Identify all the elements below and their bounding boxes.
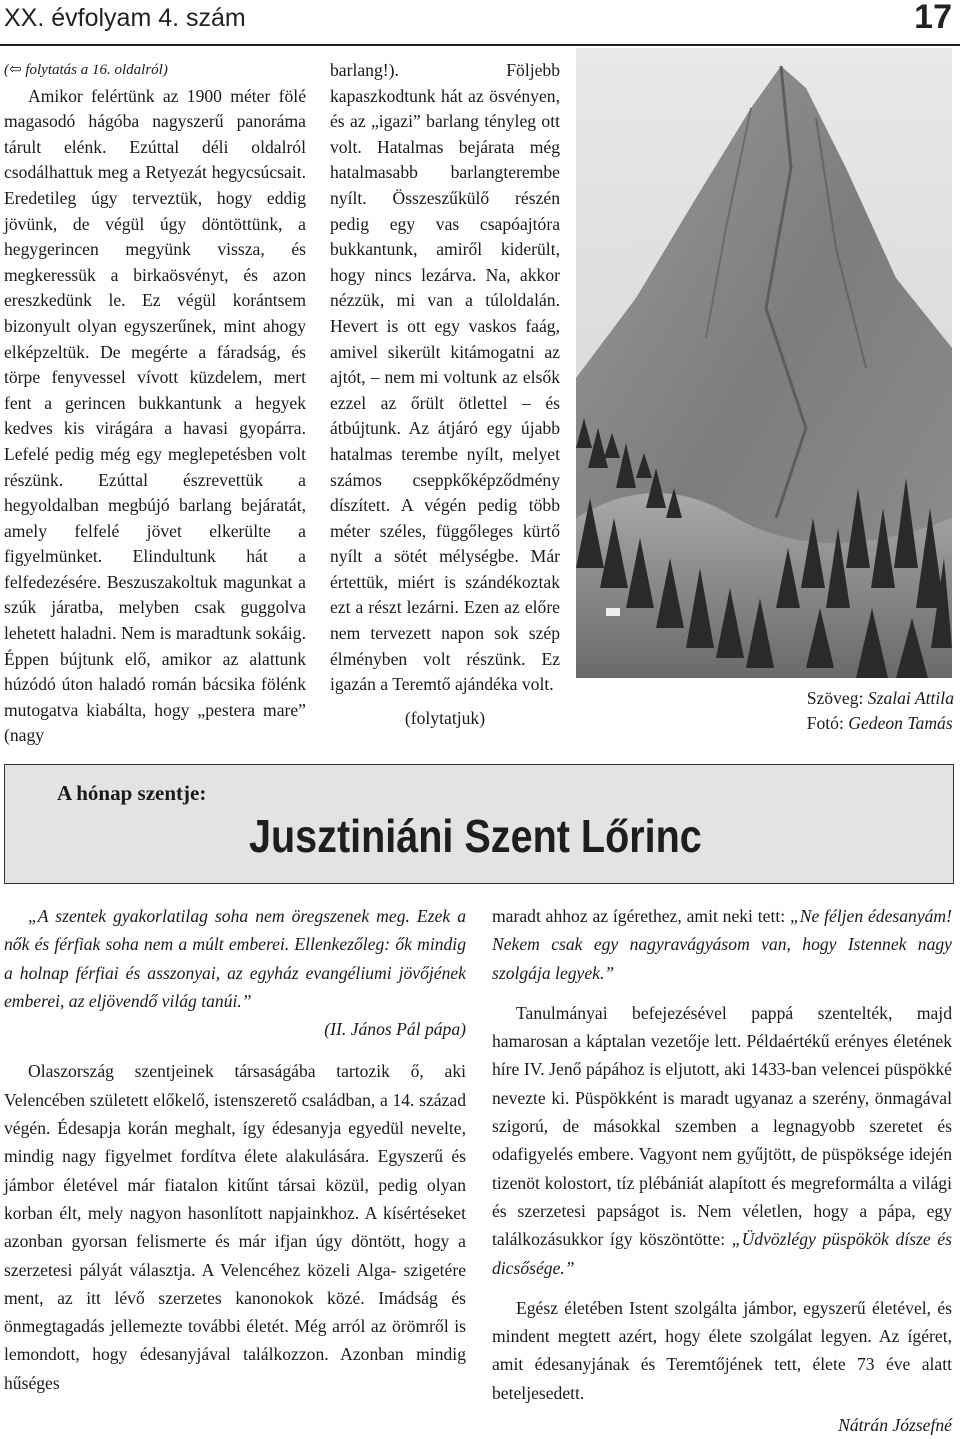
mountain-photo bbox=[576, 48, 952, 678]
saint-paragraph bbox=[492, 902, 952, 987]
saint-column-1 bbox=[4, 902, 466, 1397]
inline-quote: „Üdvözlégy püspökök dísze és dicsősége.” bbox=[492, 1229, 953, 1278]
continued-note: (⇦ folytatás a 16. oldalról) bbox=[4, 62, 168, 78]
paragraph-text: Tanulmányai befejezésével pappá szentelték, majd hamarosan a káptalan vezetője lett. Példaértékű erényes életének híre IV. Jenő pápához is eljutott, aki 1433-ban velencei püspökké nevezte ki. Püspökként is maradt ugyanaz a szerény, önmagával szigorú, de másokkal szemben a legnagyobb szeretet és odafigyelés embere. Vagyont nem gyűjtött, de püspöksége idején tizenöt kolostort, tíz plébániát alapított és megreformálta a világi és szerzetesi papságot is. Nem véletlen, hogy a pápa, egy találkozásukkor így köszöntötte: bbox=[492, 1002, 952, 1250]
article-column-1 bbox=[4, 58, 306, 749]
section-label: A hónap szentje: bbox=[57, 781, 207, 805]
photo-credit bbox=[807, 711, 954, 736]
text-credit-label: Szöveg: bbox=[806, 688, 864, 708]
saint-paragraph: Olaszország szentjeinek társaságába tartozik ő, aki Velencében született előkelő, istenszerető családban, a 14. század végén. Édesapja korán meghalt, így édesanyja egyedül nevelte, mindig nagy figyelmet fordítva élete alakulására. Egyszerű és jámbor életével már fiatalon kitűnt társai közül, pedig olyan korban élt, mely nagyon hasonlított napjainkhoz. A kísértéseket azonban gyorsan felismerte és már ifjan úgy döntött, hogy a szerzetesi pályát választja. A Velencéhez közeli Alga- szigetére ment, az itt lévő szerzetes kanonokok közé. Imádság és önmegtagadás jellemezte további életét. Még arról az örömről is lemondott, hogy édesanyjával találkozzon. Azonban mindig hűséges bbox=[4, 1061, 466, 1393]
article-column-2 bbox=[330, 58, 560, 731]
article-credits bbox=[807, 686, 954, 736]
continued-text: folytatás a 16. oldalról bbox=[25, 62, 163, 78]
author-signature: Nátrán Józsefné bbox=[838, 1415, 952, 1436]
article-paragraph: barlang!). Följebb kapaszkodtunk hát az ösvényen, és az „igazi” barlang tényleg ott volt. Hatalmas bejárata még hatalmasabb barlangterembe nyílt. Összeszűkülő részén pedig egy vas csapóajtóra bukkantunk, amiről kiderült, hogy nincs lezárva. Na, akkor nézzük, mi van a túloldalán. Hevert is ott egy vaskos faág, amivel sikerült kitámogatni az ajtót, – nem mi voltunk az elsők ezzel az őrült ötlettel – és átbújtunk. Az átjáró egy újabb hatalmas terembe nyílt, melyet számos cseppkőképződmény díszített. A végén pedig több méter széles, függőleges kürtő nyílt a sötét mélységbe. Már értettük, miért is szándékoztak ezt a részt lezárni. Ezen az előre nem tervezett napon sok szép élményben volt részünk. Ez igazán a Teremtő ajándéka volt. bbox=[330, 60, 560, 695]
text-credit bbox=[807, 686, 954, 711]
page-number: 17 bbox=[914, 0, 952, 36]
article-paragraph: Amikor felértünk az 1900 méter fölé magasodó hágóba nagyszerű panoráma tárult elénk. Ezúttal déli oldalról csodálhattuk meg a Retyezát hegycsúcsait. Eredetileg úgy terveztük, hogy eddig jövünk, de végül úgy döntöttünk, a hegygerincen megyünk vissza, és megkeressük a birkaösvényt, és azon ereszkedünk le. Ez végül korántsem bizonyult olyan egyszerűnek, mint ahogy elképzeltük. De megérte a fáradság, és törpe fenyvessel vívott küzdelem, mert fent a gerincen bukkantunk a hegyek kedves kis virágára a havasi gyopárra. Lefelé pedig még egy meglepetésben volt részünk. Ezúttal észrevettük a hegyoldalban megbújó barlang bejáratát, amely felfelé jövet elkerülte a figyelmünket. Elindultunk hát a felfedezésére. Beszuszakoltuk magunkat a szúk járatba, melyben csak guggolva lehetett haladni. Nem is maradtunk sokáig. Éppen bújtunk elő, amikor az alattunk húzódó úton haladó román bácsika fölénk mutogatva kiabálta, hogy „pestera mare” (nagy bbox=[4, 85, 306, 746]
left-arrow-icon: ⇦ bbox=[9, 62, 22, 78]
photo-credit-label: Fotó: bbox=[806, 713, 844, 733]
photo-credit-name: Gedeon Tamás bbox=[848, 713, 953, 733]
continues-note: (folytatjuk) bbox=[404, 707, 486, 728]
page-header bbox=[0, 0, 960, 46]
saint-paragraph: Egész életében Istent szolgálta jámbor, egyszerű életével, és mindent megtett azért, hogy élete szolgálat legyen. Az ígéret, amit édesanyjának és Teremtőjének tett, élete 73 éve alatt beteljesedett. bbox=[492, 1297, 952, 1403]
saint-of-month-banner bbox=[4, 764, 954, 884]
issue-label: XX. évfolyam 4. szám bbox=[4, 4, 246, 32]
saint-column-2 bbox=[492, 902, 952, 1439]
saint-paragraph bbox=[492, 999, 952, 1282]
section-title: Jusztiniáni Szent Lőrinc bbox=[249, 810, 702, 862]
text-credit-name: Szalai Attila bbox=[867, 688, 954, 708]
paragraph-text: maradt ahhoz az ígérethez, amit neki tett: bbox=[492, 906, 786, 926]
opening-quote: „A szentek gyakorlatilag soha nem öregszenek meg. Ezek a nők és férfiak soha nem a múlt emberei. Ellenkezőleg: ők mindig a holnap férfiai és asszonyai, az egyház evangéliumi jövőjének emberei, az eljövendő világ tanúi.” bbox=[4, 906, 466, 1011]
quote-source: (II. János Pál pápa) bbox=[324, 1019, 466, 1040]
inline-quote: „Ne féljen édesanyám! Nekem csak egy nagyravágyásom van, hogy Istennek nagy szolgája legyek.” bbox=[492, 906, 952, 983]
